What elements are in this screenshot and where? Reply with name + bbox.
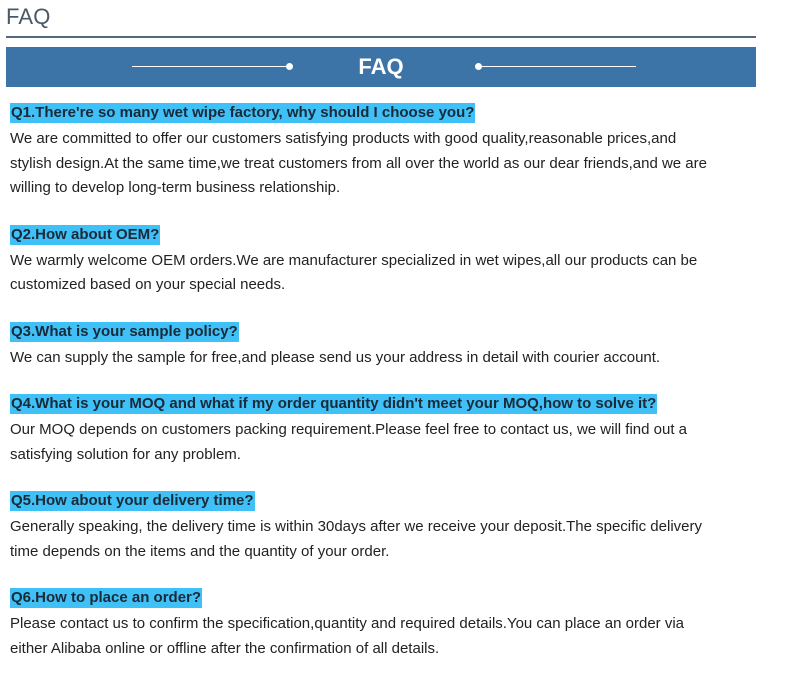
faq-question: Q1.There're so many wet wipe factory, why should I choose you? [11,104,475,121]
faq-answer: Please contact us to confirm the specification,quantity and required details.You can place an order via either Alibaba online or offline after the confirmation of all details. [10,615,685,657]
faq-item [10,103,800,201]
faq-answer: Generally speaking, the delivery time is within 30days after we receive your deposit.The specific delivery time depends on the items and the quantity of your order. [10,518,702,560]
heading-divider [6,36,756,38]
faq-answer: We can supply the sample for free,and please send us your address in detail with courier account. [10,348,661,366]
banner-title: FAQ [358,54,404,79]
faq-answer: We warmly welcome OEM orders.We are manufacturer specialized in wet wipes,all our products can be customized based on your special needs. [10,251,698,293]
page-heading: FAQ [6,4,51,29]
faq-item [10,588,800,661]
faq-answer: We are committed to offer our customers satisfying products with good quality,reasonable prices,and stylish design.At the same time,we treat customers from all over the world as our dear friends,and we are willing to develop long-term business relationship. [10,130,707,196]
faq-question: Q3.What is your sample policy? [11,322,238,340]
faq-item [10,322,800,371]
faq-item [10,491,800,564]
faq-list [10,103,800,685]
banner-right-line [478,66,636,67]
faq-question: Q6.How to place an order? [11,589,202,606]
faq-question: Q4.What is your MOQ and what if my order quantity didn't meet your MOQ,how to solve it? [11,395,657,412]
faq-banner [6,47,756,87]
faq-answer: Our MOQ depends on customers packing requirement.Please feel free to contact us, we will find out a satisfying solution for any problem. [10,421,688,463]
faq-item [10,225,800,298]
faq-item [10,394,800,467]
faq-question: Q2.How about OEM? [11,225,160,243]
faq-question: Q5.How about your delivery time? [11,492,254,509]
